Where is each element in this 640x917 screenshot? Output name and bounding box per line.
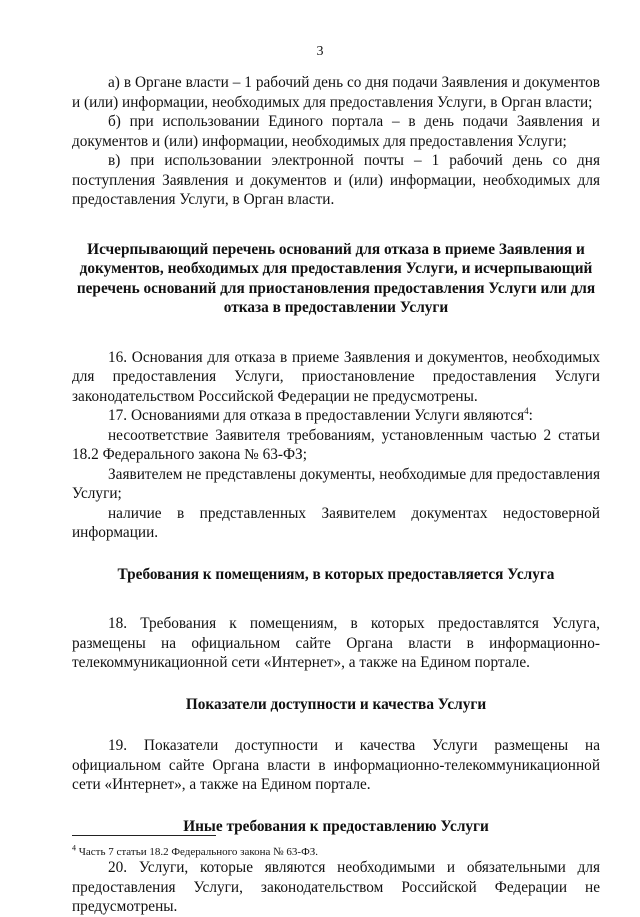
section-heading-quality: Показатели доступности и качества Услуги <box>185 695 487 713</box>
refusal-item-1: несоответствие Заявителя требованиям, установленным частью 2 статьи 18.2 Федерального закона № 63-ФЗ; <box>72 426 600 463</box>
refusal-item-2: Заявителем не представлены документы, необходимые для предоставления Услуги; <box>72 465 600 502</box>
paragraph-16: 16. Основания для отказа в приеме Заявления и документов, необходимых для предоставления Услуги, приостановление предоставления Услуги законодательством Российской Федерации не предусмотрены. <box>72 348 600 405</box>
footnote-text: Часть 7 статьи 18.2 Федерального закона № 63-ФЗ. <box>76 846 319 858</box>
paragraph-17-colon: : <box>528 407 533 424</box>
footnote <box>72 845 600 859</box>
refusal-item-3: наличие в представленных Заявителем документах недостоверной информации. <box>72 504 600 541</box>
paragraph-b: б) при использовании Единого портала – в день подачи Заявления и документов и (или) информации, необходимых для предоставления Услуги; <box>72 113 600 150</box>
paragraph-20: 20. Услуги, которые являются необходимыми и обязательными для предоставления Услуги, законодательством Российской Федерации не предусмотрены. <box>72 859 600 915</box>
paragraph-18: 18. Требования к помещениям, в которых предоставлятся Услуга, размещены на официальном сайте Органа власти в информационно-телекоммуникационной сети «Интернет», а также на Едином портале. <box>72 615 600 671</box>
section-heading-refusal-grounds: Исчерпывающий перечень оснований для отказа в приеме Заявления и документов, необходимых для предоставления Услуги, и исчерпывающий перечень оснований для приостановления предоставления Услуги или для отказа в предоставлении Услуги <box>76 240 596 316</box>
paragraph-19: 19. Показатели доступности и качества Услуги размещены на официальном сайте Органа власти в информационно-телекоммуникационной сети «Интернет», а также на Едином портале. <box>72 737 600 793</box>
footnote-reference: 4 <box>524 405 529 416</box>
footnote-divider <box>72 835 216 836</box>
page-body <box>72 73 600 917</box>
paragraph-a: а) в Органе власти – 1 рабочий день со дня подачи Заявления и документов и (или) информации, необходимых для предоставления Услуги, в Орган власти; <box>72 74 600 111</box>
footnote-number: 4 <box>72 843 76 853</box>
page-number: 3 <box>316 44 324 59</box>
paragraph-17-text: 17. Основаниями для отказа в предоставлении Услуги являются <box>108 407 525 424</box>
section-heading-premises: Требования к помещениям, в которых предоставляется Услуга <box>117 565 555 583</box>
paragraph-17 <box>72 406 600 426</box>
section-heading-other-requirements: Иные требования к предоставлению Услуги <box>183 817 489 835</box>
paragraph-c: в) при использовании электронной почты – 1 рабочий день со дня поступления Заявления и документов и (или) информации, необходимых для предоставления Услуги, в Орган власти. <box>72 152 600 208</box>
